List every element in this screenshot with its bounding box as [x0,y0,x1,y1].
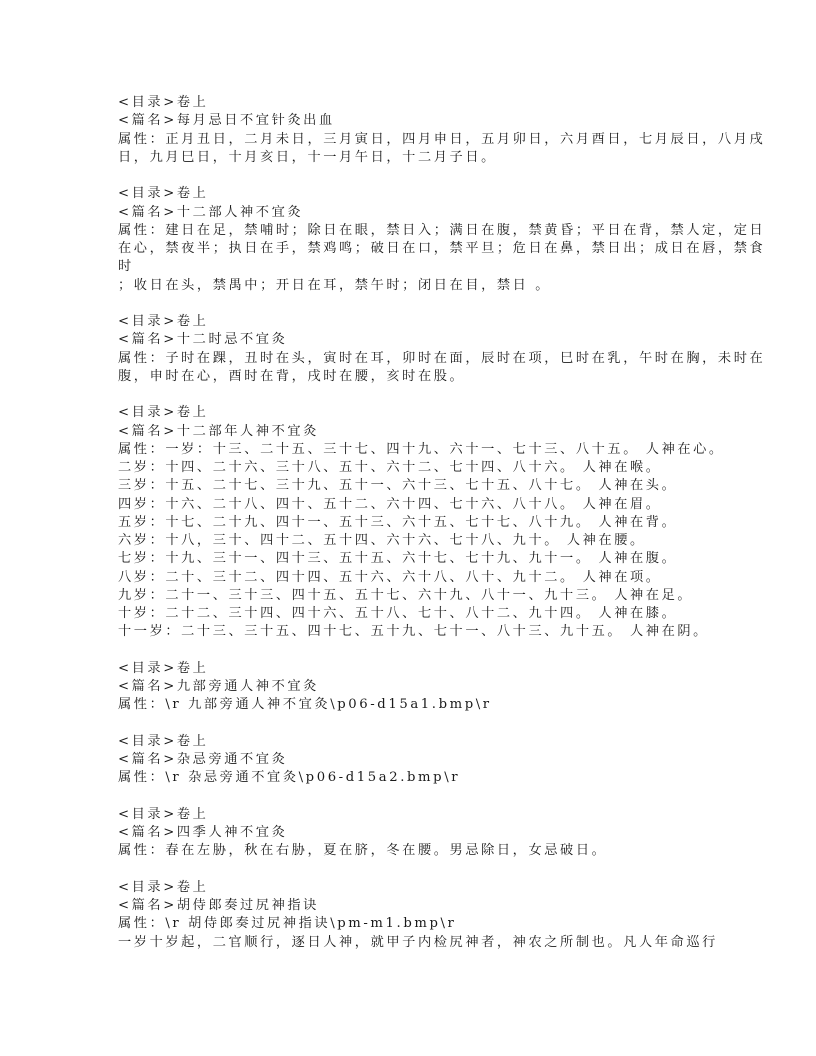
entry-6 [118,733,708,806]
attribute-text: 属性：一岁：十三、二十五、三十七、四十九、六十一、七十三、八十五。 人神在心。 [118,441,725,457]
catalog-label: <目录>卷上 [118,733,209,749]
spacer [118,715,708,733]
catalog-label: <目录>卷上 [118,314,209,329]
age-row: 二岁：十四、二十六、三十八、五十、六十二、七十四、八十六。 人神在喉。 [118,460,662,475]
chapter-title: <篇名>四季人神不宜灸 [118,825,288,840]
attribute-text: 在心，禁夜半；执日在手，禁鸡鸣；破日在口，禁平旦；危日在鼻，禁日出；成日在唇，禁食 [118,241,766,256]
chapter-title: <篇名>十二部人神不宜灸 [118,204,304,220]
document-page [118,94,766,952]
catalog-label: <目录>卷上 [118,405,209,421]
attribute-text: 属性：正月丑日，二月未日，三月寅日，四月申日，五月卯日，六月酉日，七月辰日，八月戌 [118,131,766,147]
catalog-label: <目录>卷上 [118,95,209,110]
attribute-text: 属性：建日在足，禁哺时；除日在眼，禁日入；满日在腹，禁黄昏；平日在背，禁人定，定日 [118,222,766,238]
age-row: 四岁：十六、二十八、四十、五十二、六十四、七十六、八十八。 人神在眉。 [118,496,662,512]
catalog-label: <目录>卷上 [118,186,209,202]
age-row: 十岁：二十二、三十四、四十六、五十八、七十、八十二、九十四。 人神在膝。 [118,606,678,621]
age-row: 五岁：十七、二十九、四十一、五十三、六十五、七十七、八十九。 人神在背。 [118,514,678,530]
spacer [118,167,708,185]
chapter-title: <篇名>胡侍郎奏过尻神指诀 [118,898,319,913]
spacer [118,642,708,660]
entry-7 [118,806,708,879]
age-row: 十一岁：二十三、三十五、四十七、五十九、七十一、八十三、九十五。 人神在阴。 [118,624,709,640]
spacer [118,861,708,879]
entry-1 [118,94,766,185]
age-row: 三岁：十五、二十七、三十九、五十一、六十三、七十五、八十七。 人神在头。 [118,478,678,494]
entry-5 [118,660,708,733]
attribute-text: 属性：\r 九部旁通人神不宜灸\p06-d15a1.bmp\r [118,697,492,713]
body-text: 一岁十岁起，二官顺行，逐日人神，就甲子内检尻神者，神农之所制也。凡人年命巡行 [118,934,718,950]
catalog-label: <目录>卷上 [118,879,209,895]
age-row: 六岁：十八，三十、四十二、五十四、六十六、七十八、九十。 人神在腰。 [118,533,646,548]
spacer [118,295,708,313]
attribute-text: ；收日在头，禁禺中；开日在耳，禁午时；闭日在目，禁日 。 [118,277,552,293]
attribute-text: 属性：春在左胁，秋在右胁，夏在脐，冬在腰。男忌除日，女忌破日。 [118,843,608,859]
attribute-text: 属性：子时在踝，丑时在头，寅时在耳，卯时在面，辰时在项，巳时在乳，午时在胸，未时在 [118,350,766,366]
attribute-text: 腹，申时在心，酉时在背，戌时在腰，亥时在股。 [118,368,466,384]
chapter-title: <篇名>杂忌旁通不宜灸 [118,752,288,767]
attribute-text: 属性：\r 杂忌旁通不宜灸\p06-d15a2.bmp\r [118,770,461,786]
chapter-title: <篇名>十二时忌不宜灸 [118,332,288,348]
entry-8 [118,879,718,952]
chapter-title: <篇名>每月忌日不宜针灸出血 [118,113,335,129]
spacer [118,788,708,806]
entry-2 [118,185,766,313]
attribute-text: 时 [118,259,134,275]
entry-4 [118,404,725,660]
attribute-text: 日，九月巳日，十月亥日，十一月午日，十二月子日。 [118,149,497,165]
age-row: 八岁：二十、三十二、四十四、五十六、六十八、八十、九十二。 人神在项。 [118,569,662,585]
chapter-title: <篇名>九部旁通人神不宜灸 [118,679,319,694]
entry-3 [118,313,766,404]
age-row: 九岁：二十一、三十三、四十五、五十七、六十九、八十一、九十三。 人神在足。 [118,587,694,603]
spacer [118,386,708,404]
age-row: 七岁：十九、三十一、四十三、五十五、六十七、七十九、九十一。 人神在腹。 [118,551,678,567]
chapter-title: <篇名>十二部年人神不宜灸 [118,423,319,439]
catalog-label: <目录>卷上 [118,660,209,676]
catalog-label: <目录>卷上 [118,806,209,822]
attribute-text: 属性：\r 胡侍郎奏过尻神指诀\pm-m1.bmp\r [118,916,457,932]
